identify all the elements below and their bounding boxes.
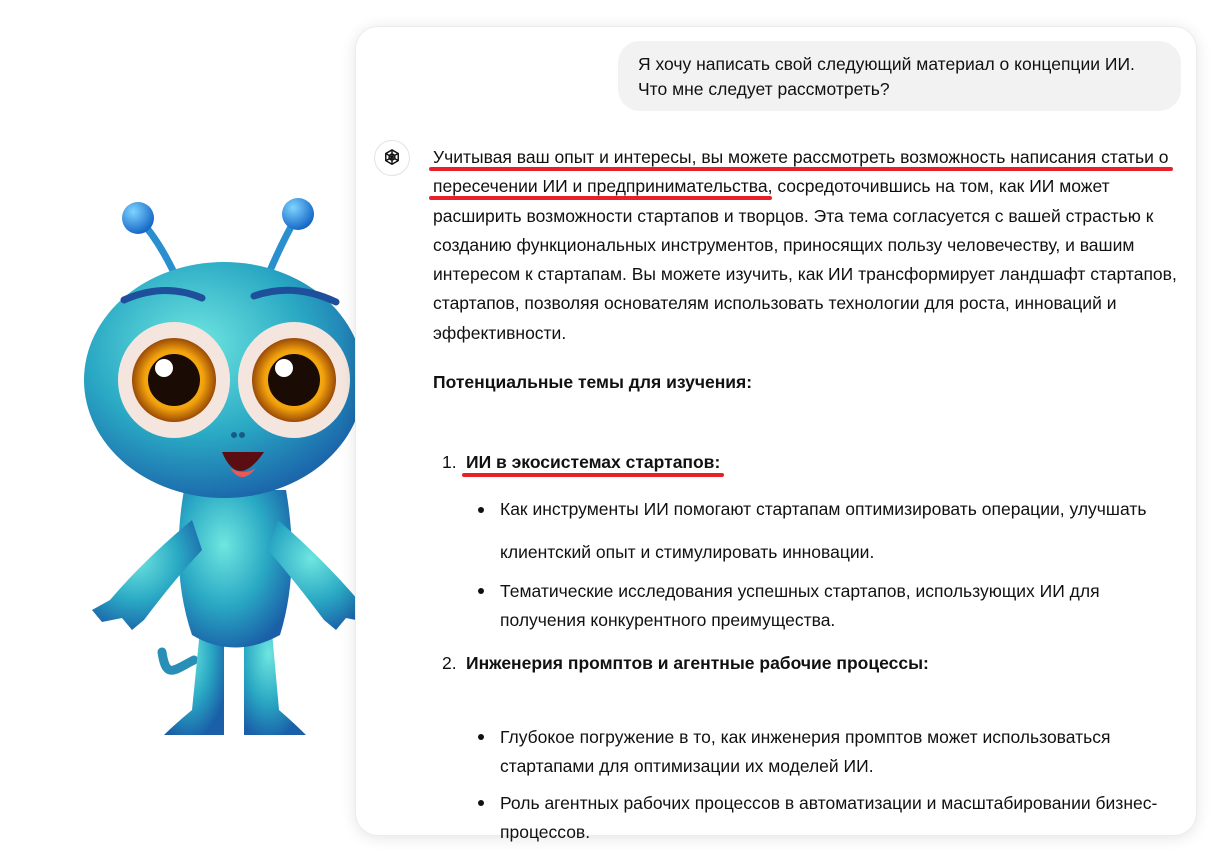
bullet-line: стартапами для оптимизации их моделей ИИ. bbox=[500, 756, 874, 776]
topic-item-2 bbox=[433, 653, 1183, 679]
topic-number: 2. bbox=[442, 653, 457, 673]
assistant-intro-paragraph bbox=[433, 143, 1183, 348]
topic-item-1 bbox=[433, 452, 1183, 478]
openai-logo-icon bbox=[374, 140, 410, 176]
bullet-line: Тематические исследования успешных стартапов, использующих ИИ для bbox=[500, 581, 1100, 601]
alien-mascot-icon bbox=[74, 190, 394, 750]
list-item bbox=[500, 496, 1180, 565]
list-item bbox=[500, 789, 1180, 847]
list-item bbox=[500, 723, 1180, 781]
user-message-text: Я хочу написать свой следующий материал о концепции ИИ. Что мне следует рассмотреть? bbox=[638, 54, 1135, 99]
bullet-line: Как инструменты ИИ помогают стартапам оптимизировать операции, улучшать bbox=[500, 499, 1147, 519]
section-title: Потенциальные темы для изучения: bbox=[433, 372, 753, 392]
chat-panel bbox=[356, 27, 1196, 842]
user-message-bubble bbox=[618, 41, 1181, 111]
bullet-line: получения конкурентного преимущества. bbox=[500, 610, 836, 630]
highlighted-phrase-2: пересечении ИИ и предпринимательства bbox=[433, 176, 768, 197]
bullet-line: клиентский опыт и стимулировать инновации. bbox=[500, 542, 875, 562]
bullet-line: Роль агентных рабочих процессов в автоматизации и масштабировании бизнес- bbox=[500, 793, 1158, 813]
topic-number: 1. bbox=[442, 452, 457, 472]
intro-rest-text: , сосредоточившись на том, как ИИ может расширить возможности стартапов и творцов. Эта тема согласуется с вашей страстью к созданию функциональных инструментов, приносящих пользу человечеству, и вашим интересом к стартапам. Вы можете изучить, как ИИ трансформирует ландшафт стартапов, стартапов, позволяя основателям использовать технологии для роста, инноваций и эффективности. bbox=[433, 176, 1177, 343]
assistant-response bbox=[433, 143, 1183, 842]
topic-title: ИИ в экосистемах стартапов: bbox=[466, 452, 721, 472]
bullet-line: процессов. bbox=[500, 822, 591, 842]
bullet-line: Глубокое погружение в то, как инженерия промптов может использоваться bbox=[500, 727, 1111, 747]
topic-title: Инженерия промптов и агентные рабочие процессы: bbox=[466, 653, 929, 673]
list-item bbox=[500, 577, 1180, 635]
highlighted-phrase-1: Учитывая ваш опыт и интересы, вы можете рассмотреть возможность написания статьи о bbox=[433, 147, 1169, 167]
